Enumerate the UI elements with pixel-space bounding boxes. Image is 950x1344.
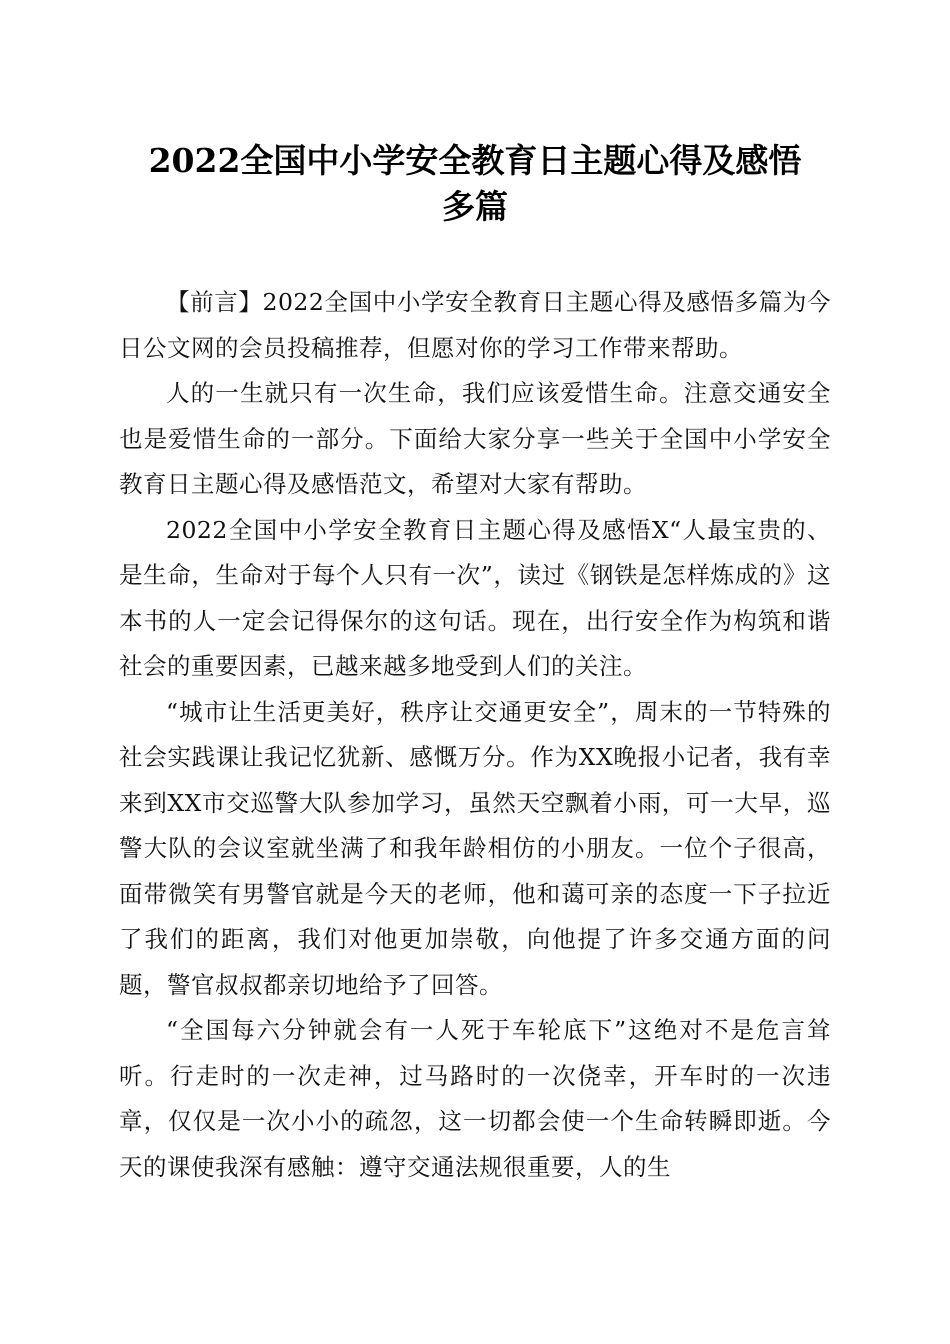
preface-paragraph: 【前言】2022全国中小学安全教育日主题心得及感悟多篇为今日公文网的会员投稿推荐，但愿对你的学习工作带来帮助。 bbox=[119, 288, 831, 362]
document-body bbox=[119, 280, 831, 1190]
title-line-2: 多篇 bbox=[442, 187, 508, 226]
body-paragraph: “城市让生活更美好，秩序让交通更安全”，周末的一节特殊的社会实践课让我记忆犹新、感慨万分。作为XX晚报小记者，我有幸来到XX市交巡警大队参加学习，虽然天空飘着小雨，可一大早，巡警大队的会议室就坐满了和我年龄相仿的小朋友。一位个子很高，面带微笑有男警官就是今天的老师，他和蔼可亲的态度一下子拉近了我们的距离，我们对他更加崇敬，向他提了许多交通方面的问题，警官叔叔都亲切地给予了回答。 bbox=[119, 697, 831, 999]
body-paragraph: “全国每六分钟就会有一人死于车轮底下”这绝对不是危言耸听。行走时的一次走神，过马路时的一次侥幸，开车时的一次违章，仅仅是一次小小的疏忽，这一切都会使一个生命转瞬即逝。今天的课使我深有感触：遵守交通法规很重要，人的生 bbox=[119, 1016, 831, 1181]
body-paragraph: 2022全国中小学安全教育日主题心得及感悟X“人最宝贵的、是生命，生命对于每个人只有一次”，读过《钢铁是怎样炼成的》这本书的人一定会记得保尔的这句话。现在，出行安全作为构筑和谐社会的重要因素，已越来越多地受到人们的关注。 bbox=[119, 515, 831, 680]
document-title bbox=[100, 138, 850, 230]
title-line-1: 2022全国中小学安全教育日主题心得及感悟 bbox=[148, 141, 802, 180]
body-paragraph: 人的一生就只有一次生命，我们应该爱惜生命。注意交通安全也是爱惜生命的一部分。下面给大家分享一些关于全国中小学安全教育日主题心得及感悟范文，希望对大家有帮助。 bbox=[119, 379, 831, 498]
